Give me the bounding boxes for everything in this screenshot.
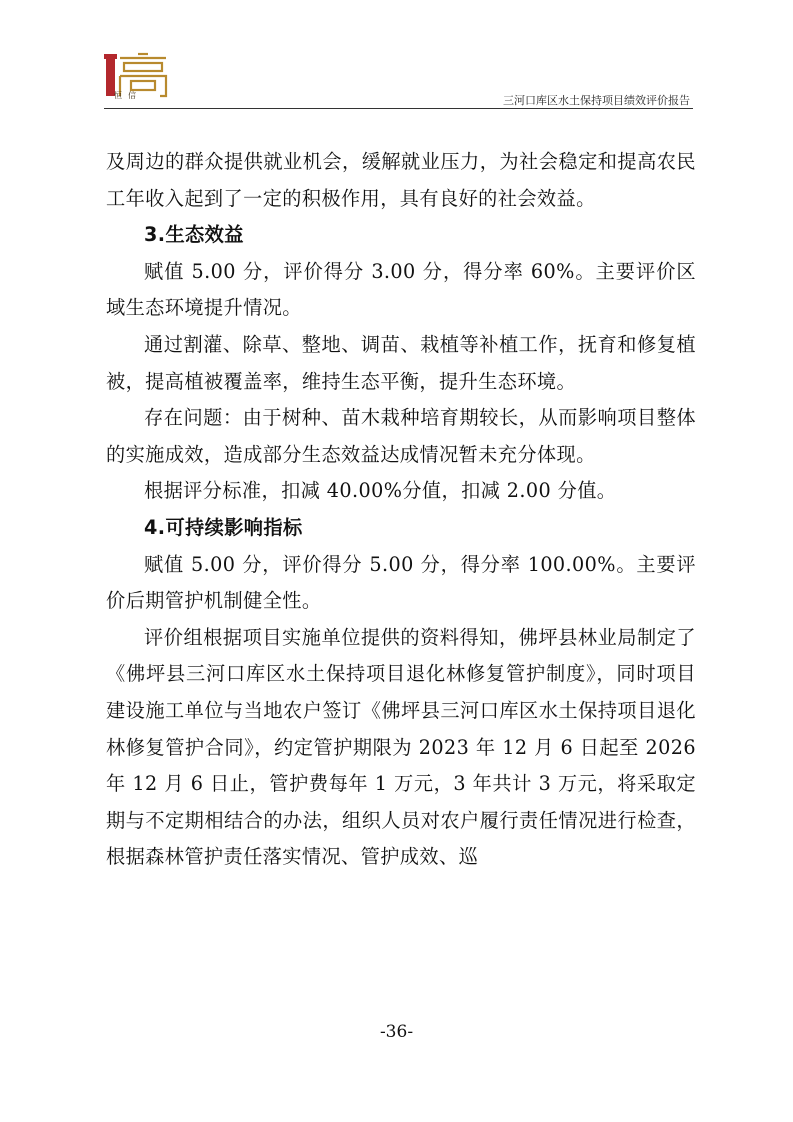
paragraph-ecological-deduction: 根据评分标准，扣减 40.00%分值，扣减 2.00 分值。: [144, 479, 617, 503]
paragraph-ecological-score: 赋值 5.00 分，评价得分 3.00 分，得分率 60%。主要评价区域生态环境提升情况。: [106, 259, 696, 320]
paragraph-management-system: 评价组根据项目实施单位提供的资料得知，佛坪县林业局制定了《佛坪县三河口库区水土保持项目退化林修复管护制度》，同时项目建设施工单位与当地农户签订《佛坪县三河口库区水土保持项目退化林修复管护合同》，约定管护期限为 2023 年 12 月 6 日起至 2026 年 12 月 6 日止，管护费每年 1 万元，3 年共计 3 万元，将采取定期与不定期相结合的办法，组织人员对农户履行责任情况进行检查，根据森林管护责任落实情况、管护成效、巡: [106, 625, 696, 869]
section-heading-sustainability: 4.可持续影响指标: [144, 515, 303, 539]
header-divider: [104, 108, 693, 109]
page-number: -36-: [379, 1022, 414, 1042]
paragraph-ecological-measures: 通过割灌、除草、整地、调苗、栽植等补植工作，抚育和修复植被，提高植被覆盖率，维持生态平衡，提升生态环境。: [106, 332, 696, 393]
section-heading-ecological-benefit: 3.生态效益: [144, 223, 244, 247]
paragraph-sustainability-score: 赋值 5.00 分，评价得分 5.00 分，得分率 100.00%。主要评价后期管护机制健全性。: [106, 552, 696, 613]
document-body: [106, 144, 696, 876]
paragraph-continuation: 及周边的群众提供就业机会，缓解就业压力，为社会稳定和提高农民工年收入起到了一定的积极作用，具有良好的社会效益。: [106, 150, 696, 210]
header-title: 三河口库区水土保持项目绩效评价报告: [503, 94, 690, 107]
paragraph-ecological-issues: 存在问题：由于树种、苗木栽种培育期较长，从而影响项目整体的实施成效，造成部分生态效益达成情况暂未充分体现。: [106, 406, 696, 466]
logo-caption: 恒信: [114, 91, 142, 100]
